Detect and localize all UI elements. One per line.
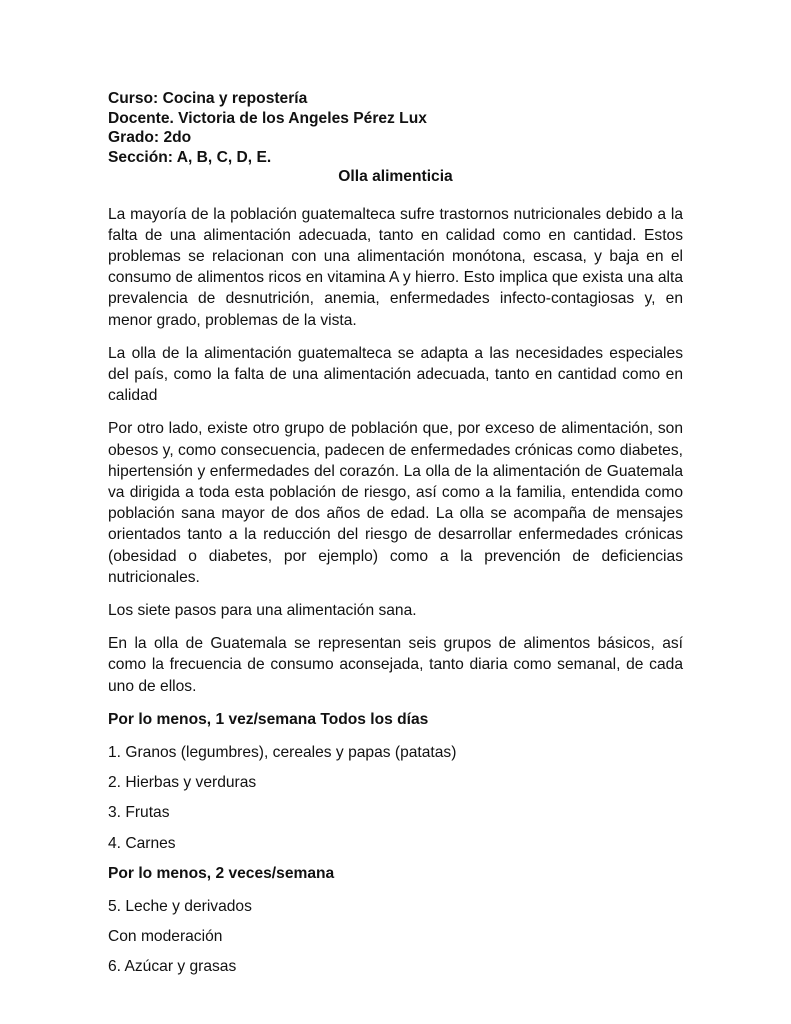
moderation-label: Con moderación <box>108 928 223 946</box>
frequency-heading-weekly-daily: Por lo menos, 1 vez/semana Todos los días <box>108 710 429 728</box>
document-header <box>108 89 683 167</box>
paragraph-obesity: Por otro lado, existe otro grupo de población que, por exceso de alimentación, son obesos y, como consecuencia, padecen de enfermedades crónicas como diabetes, hipertensión y enfermedades del corazón. La olla de la alimentación de Guatemala va dirigida a toda esta población de riesgo, así como a la familia, entendida como población sana mayor de dos años de edad. La olla se acompaña de mensajes orientados tanto a la reducción del riesgo de desarrollar enfermedades crónicas (obesidad o diabetes, por ejemplo) como a la prevención de deficiencias nutricionales. <box>108 420 683 586</box>
list-item: 3. Frutas <box>108 804 170 822</box>
list-item: 6. Azúcar y grasas <box>108 958 237 976</box>
frequency-heading-twice-weekly: Por lo menos, 2 veces/semana <box>108 864 335 882</box>
paragraph-olla: La olla de la alimentación guatemalteca se adapta a las necesidades especiales del país, como la falta de una alimentación adecuada, tanto en cantidad como en calidad <box>108 344 683 405</box>
document-title: Olla alimenticia <box>338 168 453 185</box>
list-item: 2. Hierbas y verduras <box>108 774 257 792</box>
list-item: 5. Leche y derivados <box>108 897 252 915</box>
grade-line: Grado: 2do <box>108 129 192 146</box>
paragraph-groups: En la olla de Guatemala se representan seis grupos de alimentos básicos, así como la frecuencia de consumo aconsejada, tanto diaria como semanal, de cada uno de ellos. <box>108 635 683 695</box>
paragraph-seven-steps: Los siete pasos para una alimentación sana. <box>108 601 417 619</box>
list-item: 1. Granos (legumbres), cereales y papas (patatas) <box>108 743 457 761</box>
section-line: Sección: A, B, C, D, E. <box>108 148 272 166</box>
teacher-line: Docente. Victoria de los Angeles Pérez Lux <box>108 109 427 127</box>
paragraph-intro: La mayoría de la población guatemalteca sufre trastornos nutricionales debido a la falta de una alimentación adecuada, tanto en calidad como en cantidad. Estos problemas se relacionan con una alimentación monótona, escasa, y baja en el consumo de alimentos ricos en vitamina A y hierro. Esto implica que exista una alta prevalencia de desnutrición, anemia, enfermedades infecto-contagiosas y, en menor grado, problemas de la vista. <box>108 205 683 329</box>
course-line: Curso: Cocina y repostería <box>108 90 308 107</box>
list-item: 4. Carnes <box>108 834 176 852</box>
